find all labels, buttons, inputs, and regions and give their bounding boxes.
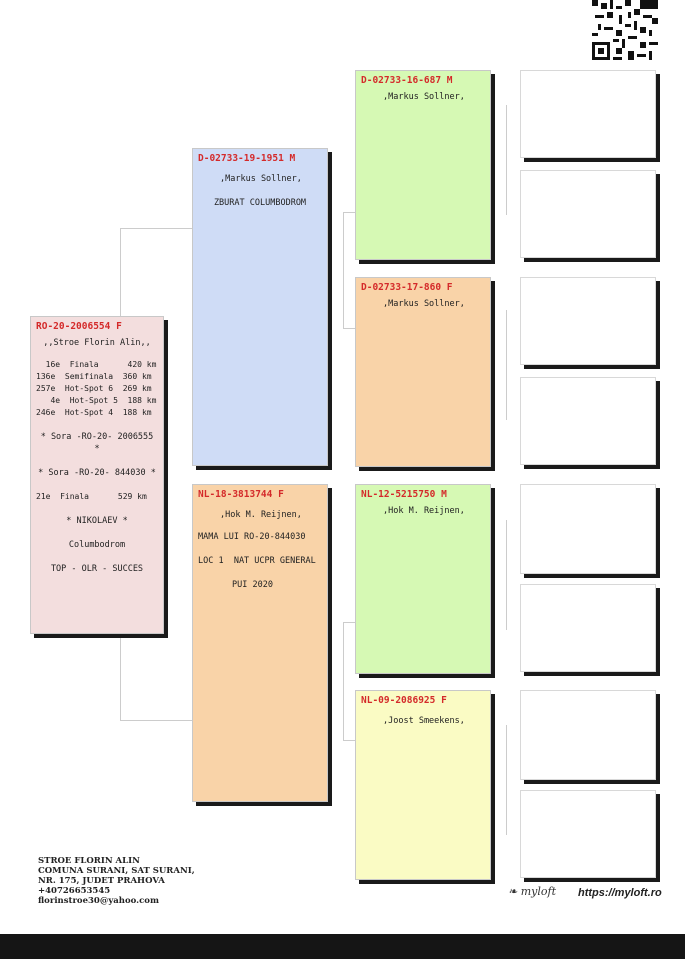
connector-line bbox=[120, 720, 192, 721]
pedigree-empty-card bbox=[520, 790, 656, 878]
connector-line bbox=[343, 212, 355, 213]
pedigree-granddam-card bbox=[355, 277, 491, 467]
pedigree-subject-card bbox=[30, 316, 164, 634]
owner-contact-line: STROE FLORIN ALIN bbox=[38, 856, 140, 866]
bottom-bar bbox=[0, 934, 685, 959]
pedigree-empty-card bbox=[520, 584, 656, 672]
connector-line bbox=[506, 725, 507, 835]
result-line: 16e Finala 420 km bbox=[36, 360, 157, 369]
result-line: 4e Hot-Spot 5 188 km bbox=[36, 396, 157, 405]
pedigree-sire-card bbox=[192, 148, 328, 466]
pedigree-grandsire-card bbox=[355, 484, 491, 674]
loft-name: Columbodrom bbox=[68, 540, 126, 550]
race-name: * NIKOLAEV * bbox=[66, 516, 128, 526]
pedigree-empty-card bbox=[520, 377, 656, 465]
owner-name: ,Markus Sollner, bbox=[383, 299, 465, 309]
pedigree-empty-card bbox=[520, 277, 656, 365]
sister-note: * Sora -RO-20- 844030 * bbox=[38, 468, 156, 478]
owner-contact-line: NR. 175, JUDET PRAHOVA bbox=[38, 876, 165, 886]
pedigree-empty-card bbox=[520, 170, 656, 258]
owner-name: ,Markus Sollner, bbox=[220, 174, 302, 184]
pedigree-grandsire-card bbox=[355, 70, 491, 260]
sister-note: * Sora -RO-20- 2006555 * bbox=[40, 432, 154, 454]
connector-line bbox=[343, 740, 355, 741]
owner-contact-line: +40726653545 bbox=[38, 886, 111, 896]
pedigree-empty-card bbox=[520, 690, 656, 780]
note: ZBURAT COLUMBODROM bbox=[213, 198, 307, 208]
myloft-logo bbox=[508, 885, 556, 898]
ring-number: D-02733-17-860 F bbox=[361, 282, 453, 293]
ring-number: NL-18-3813744 F bbox=[198, 489, 284, 500]
connector-line bbox=[506, 310, 507, 420]
pedigree-granddam-card bbox=[355, 690, 491, 880]
website-link[interactable]: https://myloft.ro bbox=[578, 887, 662, 899]
owner-contact-line: COMUNA SURANI, SAT SURANI, bbox=[38, 866, 195, 876]
ring-number: NL-12-5215750 M bbox=[361, 489, 447, 500]
owner-name: ,,Stroe Florin Alin,, bbox=[43, 338, 151, 348]
note: MAMA LUI RO-20-844030 bbox=[198, 532, 306, 542]
owner-name: ,Joost Smeekens, bbox=[383, 716, 465, 726]
connector-line bbox=[343, 328, 355, 329]
pigeon-icon: ❧ bbox=[508, 885, 518, 898]
note: LOC 1 NAT UCPR GENERAL bbox=[198, 556, 316, 566]
pedigree-empty-card bbox=[520, 484, 656, 574]
owner-name: ,Hok M. Reijnen, bbox=[383, 506, 465, 516]
owner-name: ,Hok M. Reijnen, bbox=[220, 510, 302, 520]
tagline: TOP - OLR - SUCCES bbox=[50, 564, 144, 574]
connector-line bbox=[343, 622, 355, 623]
connector-line bbox=[120, 636, 121, 720]
connector-line bbox=[120, 228, 121, 316]
pedigree-empty-card bbox=[520, 70, 656, 158]
logo-text: myloft bbox=[520, 885, 556, 898]
connector-line bbox=[343, 212, 344, 328]
ring-number: NL-09-2086925 F bbox=[361, 695, 447, 706]
pedigree-dam-card bbox=[192, 484, 328, 802]
connector-line bbox=[120, 228, 192, 229]
connector-line bbox=[506, 520, 507, 630]
qr-code-icon bbox=[592, 0, 658, 60]
owner-contact-line: florinstroe30@yahoo.com bbox=[38, 896, 159, 906]
ring-number: RO-20-2006554 F bbox=[36, 321, 122, 332]
note: PUI 2020 bbox=[232, 580, 273, 590]
result-line: 257e Hot-Spot 6 269 km bbox=[36, 384, 152, 393]
ring-number: D-02733-16-687 M bbox=[361, 75, 453, 86]
owner-name: ,Markus Sollner, bbox=[383, 92, 465, 102]
ring-number: D-02733-19-1951 M bbox=[198, 153, 296, 164]
owner-contact bbox=[38, 856, 195, 906]
result-line: 21e Finala 529 km bbox=[36, 492, 147, 501]
results-list bbox=[36, 359, 158, 419]
connector-line bbox=[343, 622, 344, 740]
connector-line bbox=[506, 105, 507, 215]
result-line: 136e Semifinala 360 km bbox=[36, 372, 152, 381]
result-line: 246e Hot-Spot 4 188 km bbox=[36, 408, 152, 417]
